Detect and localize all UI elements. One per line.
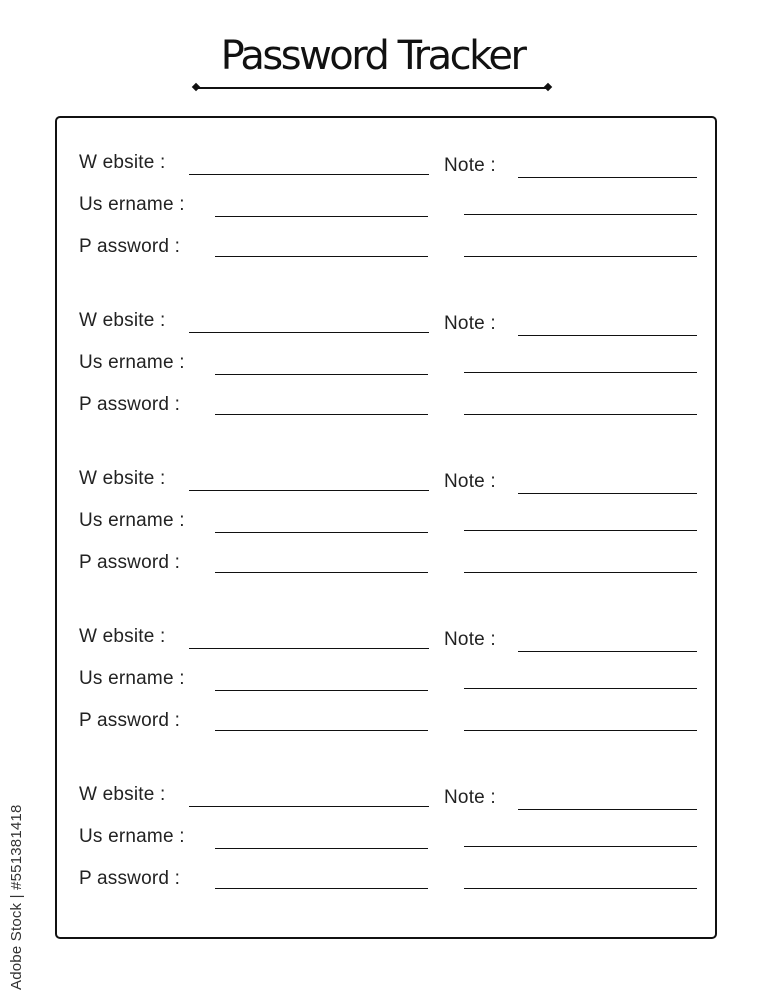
note-line-3 <box>464 414 697 415</box>
note-write-line <box>518 809 697 810</box>
password-write-line <box>215 888 428 889</box>
note-label: Note : <box>444 313 496 334</box>
note-label: Note : <box>444 155 496 176</box>
note-write-line <box>518 177 697 178</box>
username-label: Us ername : <box>79 194 185 215</box>
username-write-line <box>215 690 428 691</box>
note-write-line <box>518 335 697 336</box>
username-label: Us ername : <box>79 510 185 531</box>
page-title: Password Tracker <box>220 33 525 79</box>
website-label: W ebsite : <box>79 784 166 805</box>
username-write-line <box>215 374 428 375</box>
username-write-line <box>215 532 428 533</box>
password-write-line <box>215 414 428 415</box>
username-label: Us ername : <box>79 826 185 847</box>
username-label: Us ername : <box>79 352 185 373</box>
password-write-line <box>215 256 428 257</box>
note-line-3 <box>464 256 697 257</box>
note-write-line <box>518 651 697 652</box>
note-line-2 <box>464 372 697 373</box>
website-label: W ebsite : <box>79 310 166 331</box>
password-entry <box>57 750 715 900</box>
website-write-line <box>189 332 429 333</box>
website-write-line <box>189 174 429 175</box>
tracker-sheet <box>55 116 717 939</box>
website-write-line <box>189 490 429 491</box>
password-entry <box>57 434 715 584</box>
website-label: W ebsite : <box>79 152 166 173</box>
note-label: Note : <box>444 471 496 492</box>
website-write-line <box>189 648 429 649</box>
stock-watermark: Adobe Stock | #551381418 <box>8 804 25 990</box>
username-write-line <box>215 216 428 217</box>
password-entry <box>57 118 715 268</box>
password-entry <box>57 276 715 426</box>
title-underline <box>198 87 546 89</box>
note-line-3 <box>464 572 697 573</box>
note-label: Note : <box>444 629 496 650</box>
note-line-3 <box>464 888 697 889</box>
password-label: P assword : <box>79 394 181 415</box>
password-label: P assword : <box>79 552 181 573</box>
note-write-line <box>518 493 697 494</box>
password-write-line <box>215 730 428 731</box>
password-label: P assword : <box>79 710 181 731</box>
note-line-2 <box>464 688 697 689</box>
password-write-line <box>215 572 428 573</box>
note-line-2 <box>464 530 697 531</box>
website-label: W ebsite : <box>79 468 166 489</box>
note-line-2 <box>464 846 697 847</box>
note-line-3 <box>464 730 697 731</box>
username-label: Us ername : <box>79 668 185 689</box>
website-label: W ebsite : <box>79 626 166 647</box>
username-write-line <box>215 848 428 849</box>
password-label: P assword : <box>79 236 181 257</box>
website-write-line <box>189 806 429 807</box>
password-entry <box>57 592 715 742</box>
note-line-2 <box>464 214 697 215</box>
note-label: Note : <box>444 787 496 808</box>
password-label: P assword : <box>79 868 181 889</box>
